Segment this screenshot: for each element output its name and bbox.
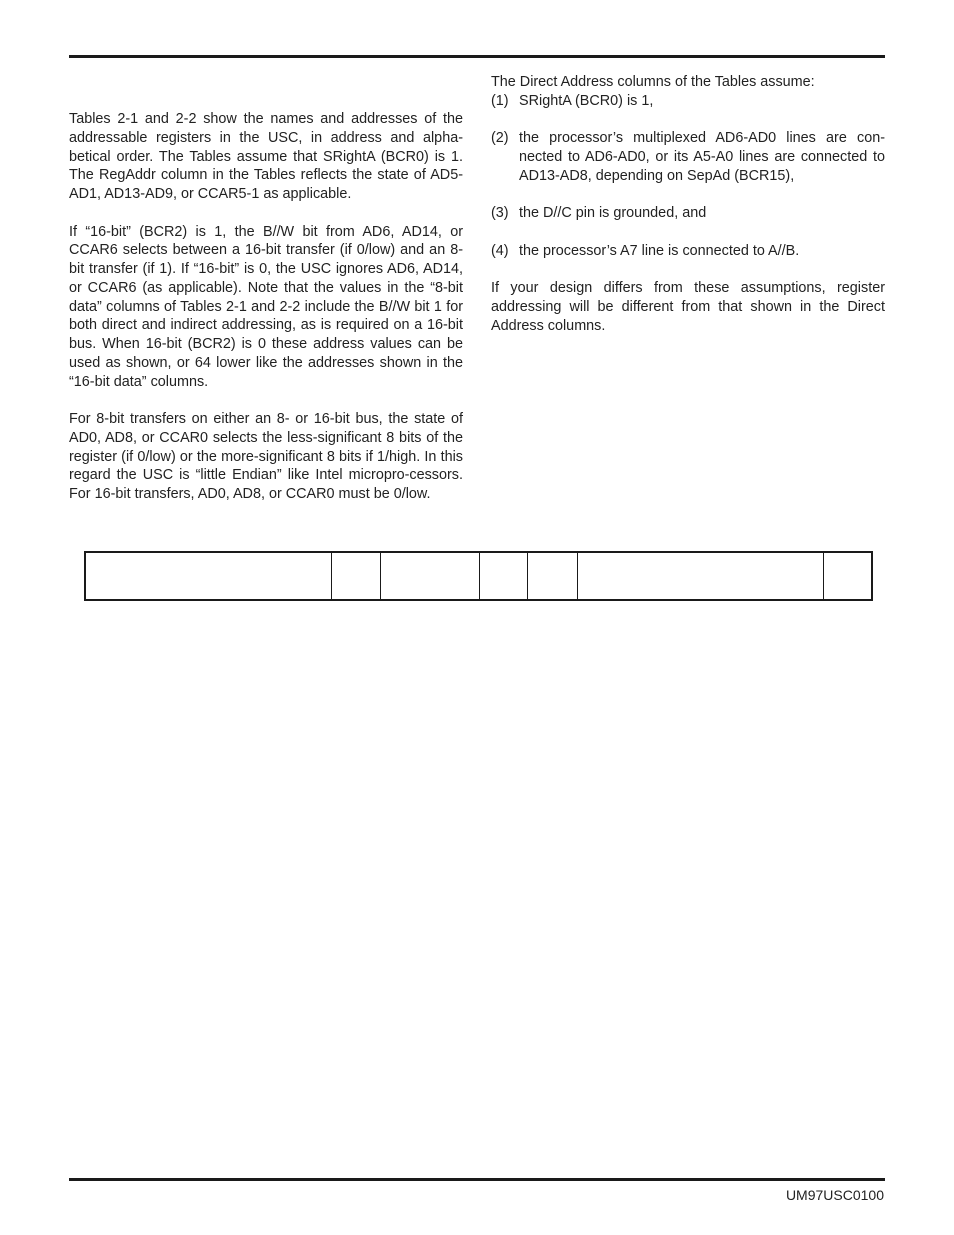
assumption-item-4 bbox=[491, 242, 885, 261]
right-column bbox=[491, 73, 885, 336]
table-header-cell bbox=[381, 553, 480, 599]
table-header-cell bbox=[86, 553, 332, 599]
left-column bbox=[69, 110, 463, 504]
assumption-item-2 bbox=[491, 129, 885, 185]
assumption-text: the processor’s multiplexed AD6-AD0 lines are con-nected to AD6-AD0, or its A5-A0 lines are connected to AD13-AD8, depending on SepAd (BCR15), bbox=[519, 130, 885, 184]
assumption-number: (3) bbox=[491, 205, 509, 222]
assumption-text: the D//C pin is grounded, and bbox=[519, 205, 707, 222]
table-header-cell bbox=[578, 553, 824, 599]
assumption-text: the processor’s A7 line is connected to A//B. bbox=[519, 242, 800, 259]
assumption-number: (2) bbox=[491, 130, 509, 147]
assumptions-intro: The Direct Address columns of the Tables assume: bbox=[491, 74, 815, 90]
register-table-header bbox=[84, 551, 873, 601]
paragraph-register-tables: Tables 2-1 and 2-2 show the names and addresses of the addressable registers in the USC, in address and alpha-betical order. The Tables assume that SRightA (BCR0) is 1. The RegAddr column in the Tables reflects the state of AD5-AD1, AD13-AD9, or CCAR5-1 as applicable. bbox=[69, 111, 463, 202]
table-header-cell bbox=[824, 553, 871, 599]
paragraph-design-differs: If your design differs from these assumptions, register addressing will be different from that shown in the Direct Address columns. bbox=[491, 280, 885, 334]
assumption-text: SRightA (BCR0) is 1, bbox=[519, 92, 654, 109]
assumption-item-3 bbox=[491, 204, 885, 223]
table-header-cell bbox=[332, 553, 381, 599]
footer-rule bbox=[69, 1178, 885, 1181]
assumption-item-1 bbox=[491, 92, 885, 111]
assumption-number: (1) bbox=[491, 92, 509, 109]
paragraph-8bit-transfer: For 8-bit transfers on either an 8- or 16-bit bus, the state of AD0, AD8, or CCAR0 selects the less-significant 8 bits of the register (if 0/low) or the more-significant 8 bits if 1/high. In this regard the USC is “little Endian” like Intel micropro-cessors. For 16-bit transfers, AD0, AD8, or CCAR0 must be 0/low. bbox=[69, 411, 463, 502]
document-code: UM97USC0100 bbox=[785, 1187, 884, 1203]
assumption-number: (4) bbox=[491, 242, 509, 259]
header-rule bbox=[69, 55, 885, 58]
table-header-cell bbox=[528, 553, 578, 599]
table-header-cell bbox=[480, 553, 528, 599]
paragraph-16bit-transfer: If “16-bit” (BCR2) is 1, the B//W bit from AD6, AD14, or CCAR6 selects between a 16-bit transfer (if 0/low) and an 8-bit transfer (if 1). If “16-bit” is 0, the USC ignores AD6, AD14, or CCAR6 (as applicable). Note that the values in the “8-bit data” columns of Tables 2-1 and 2-2 include the B//W bit 1 for both direct and indirect addressing, as is required on a 16-bit bus. When 16-bit (BCR2) is 0 these address values can be used as shown, or 64 lower like the addresses shown in the “16-bit data” columns. bbox=[69, 223, 463, 390]
